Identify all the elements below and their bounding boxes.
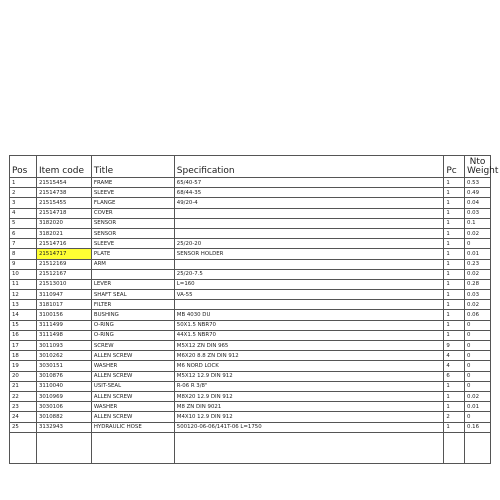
table-row	[10, 351, 491, 361]
cell-weight: 0.06	[465, 310, 491, 320]
cell-title: O-RING	[91, 320, 174, 330]
cell-pos: 12	[10, 290, 37, 300]
cell-pc: 1	[444, 320, 465, 330]
table-row	[10, 228, 491, 238]
cell-title: FRAME	[91, 178, 174, 188]
cell-weight: 0	[465, 412, 491, 422]
cell-pos: 21	[10, 381, 37, 391]
table-row	[10, 391, 491, 401]
cell-pos: 1	[10, 178, 37, 188]
cell-item-code: 21515454	[36, 178, 91, 188]
cell-title: WASHER	[91, 361, 174, 371]
cell-pc: 6	[444, 371, 465, 381]
cell-title: O-RING	[91, 330, 174, 340]
cell-item-code: 21512169	[36, 259, 91, 269]
cell-specification: M5X12 12.9 DIN 912	[174, 371, 444, 381]
table-row	[10, 330, 491, 340]
table-row	[10, 188, 491, 198]
cell-title: SENSOR	[91, 218, 174, 228]
cell-pos: 19	[10, 361, 37, 371]
cell-title: FILTER	[91, 300, 174, 310]
cell-title: ALLEN SCREW	[91, 351, 174, 361]
cell-title: SHAFT SEAL	[91, 290, 174, 300]
table-row	[10, 239, 491, 249]
cell-pc: 1	[444, 208, 465, 218]
cell-item-code: 3030151	[36, 361, 91, 371]
cell-weight: 0.02	[465, 391, 491, 401]
cell-item-code: 3111499	[36, 320, 91, 330]
cell-title: SLEEVE	[91, 239, 174, 249]
cell-pc: 1	[444, 178, 465, 188]
header-specification: Specification	[174, 156, 444, 178]
cell-weight: 0	[465, 351, 491, 361]
cell-weight: 0.01	[465, 249, 491, 259]
cell-weight: 0.03	[465, 290, 491, 300]
cell-specification: M6X20 8.8 ZN DIN 912	[174, 351, 444, 361]
cell-specification: 68/44-35	[174, 188, 444, 198]
cell-weight: 0.28	[465, 279, 491, 289]
cell-pc: 1	[444, 391, 465, 401]
cell-item-code: 3100156	[36, 310, 91, 320]
cell-specification: R-06 R 3/8"	[174, 381, 444, 391]
cell-title: HYDRAULIC HOSE	[91, 422, 174, 432]
cell-item-code: 3111498	[36, 330, 91, 340]
cell-pc: 1	[444, 188, 465, 198]
cell-specification: 25/20-7.5	[174, 269, 444, 279]
cell-specification: 44X1.5 NBR70	[174, 330, 444, 340]
empty-cell	[465, 432, 491, 463]
cell-pos: 18	[10, 351, 37, 361]
table-row	[10, 371, 491, 381]
cell-pos: 2	[10, 188, 37, 198]
cell-weight: 0.02	[465, 269, 491, 279]
header-item-code: Item code	[36, 156, 91, 178]
cell-pc: 1	[444, 290, 465, 300]
table-row	[10, 249, 491, 259]
cell-item-code: 3030106	[36, 402, 91, 412]
cell-pos: 9	[10, 259, 37, 269]
cell-item-code: 3110947	[36, 290, 91, 300]
table-body	[10, 178, 491, 464]
cell-title: PLATE	[91, 249, 174, 259]
cell-specification: M5X12 ZN DIN 965	[174, 341, 444, 351]
cell-pos: 5	[10, 218, 37, 228]
table-row	[10, 208, 491, 218]
cell-pc: 1	[444, 330, 465, 340]
empty-cell	[444, 432, 465, 463]
cell-item-code: 3182020	[36, 218, 91, 228]
cell-specification: M4X10 12.9 DIN 912	[174, 412, 444, 422]
cell-weight: 0	[465, 371, 491, 381]
cell-item-code: 21514717	[36, 249, 91, 259]
cell-item-code: 3010876	[36, 371, 91, 381]
cell-item-code: 3132943	[36, 422, 91, 432]
cell-specification: M8 ZN DIN 9021	[174, 402, 444, 412]
cell-pos: 17	[10, 341, 37, 351]
cell-pc: 1	[444, 259, 465, 269]
table-row	[10, 259, 491, 269]
cell-specification	[174, 228, 444, 238]
cell-item-code: 21515455	[36, 198, 91, 208]
cell-title: ARM	[91, 259, 174, 269]
empty-row	[10, 432, 491, 463]
cell-item-code: 21512167	[36, 269, 91, 279]
cell-item-code: 3182021	[36, 228, 91, 238]
empty-cell	[36, 432, 91, 463]
header-pos: Pos	[10, 156, 37, 178]
cell-item-code: 21514716	[36, 239, 91, 249]
table-row	[10, 279, 491, 289]
cell-weight: 0.03	[465, 208, 491, 218]
cell-pos: 6	[10, 228, 37, 238]
cell-weight: 0	[465, 361, 491, 371]
cell-weight: 0	[465, 341, 491, 351]
cell-specification: M6 NORD LOCK	[174, 361, 444, 371]
cell-pc: 4	[444, 361, 465, 371]
cell-pos: 25	[10, 422, 37, 432]
cell-item-code: 3010262	[36, 351, 91, 361]
cell-pos: 15	[10, 320, 37, 330]
cell-specification: 50X1.5 NBR70	[174, 320, 444, 330]
cell-title: SLEEVE	[91, 188, 174, 198]
cell-item-code: 3110040	[36, 381, 91, 391]
cell-specification: SENSOR HOLDER	[174, 249, 444, 259]
table-row	[10, 402, 491, 412]
cell-pc: 1	[444, 381, 465, 391]
cell-specification	[174, 259, 444, 269]
cell-weight: 0	[465, 320, 491, 330]
cell-pc: 4	[444, 351, 465, 361]
cell-title: ALLEN SCREW	[91, 371, 174, 381]
cell-title: SCREW	[91, 341, 174, 351]
cell-specification	[174, 218, 444, 228]
empty-cell	[174, 432, 444, 463]
table-row	[10, 300, 491, 310]
cell-weight: 0.16	[465, 422, 491, 432]
cell-pc: 1	[444, 300, 465, 310]
cell-item-code: 3181017	[36, 300, 91, 310]
cell-specification: 500120-06-06/141T-06 L=1750	[174, 422, 444, 432]
cell-title: USIT-SEAL	[91, 381, 174, 391]
header-pc: Pc	[444, 156, 465, 178]
cell-weight: 0	[465, 381, 491, 391]
cell-item-code: 3010969	[36, 391, 91, 401]
cell-title: ALLEN SCREW	[91, 391, 174, 401]
cell-specification: 25/20-20	[174, 239, 444, 249]
cell-title: LEVER	[91, 279, 174, 289]
cell-weight: 0.02	[465, 228, 491, 238]
table-row	[10, 269, 491, 279]
cell-title	[91, 269, 174, 279]
cell-item-code: 21514738	[36, 188, 91, 198]
cell-pc: 1	[444, 279, 465, 289]
cell-title: SENSOR	[91, 228, 174, 238]
table-row	[10, 310, 491, 320]
cell-pc: 1	[444, 402, 465, 412]
cell-pc: 2	[444, 412, 465, 422]
cell-item-code: 3011093	[36, 341, 91, 351]
table-row	[10, 320, 491, 330]
cell-pos: 23	[10, 402, 37, 412]
table-row	[10, 361, 491, 371]
table-row	[10, 178, 491, 188]
cell-pos: 3	[10, 198, 37, 208]
cell-specification: VA-55	[174, 290, 444, 300]
cell-pc: 1	[444, 228, 465, 238]
cell-specification: M8X20 12.9 DIN 912	[174, 391, 444, 401]
cell-pos: 10	[10, 269, 37, 279]
cell-pc: 1	[444, 198, 465, 208]
cell-title: ALLEN SCREW	[91, 412, 174, 422]
cell-specification: 65/40-57	[174, 178, 444, 188]
cell-pc: 1	[444, 218, 465, 228]
empty-cell	[10, 432, 37, 463]
table-header-row	[10, 156, 491, 178]
cell-pc: 9	[444, 341, 465, 351]
cell-item-code: 3010882	[36, 412, 91, 422]
cell-pos: 11	[10, 279, 37, 289]
table-row	[10, 381, 491, 391]
cell-pos: 24	[10, 412, 37, 422]
cell-weight: 0.53	[465, 178, 491, 188]
header-weight: Nto Weight	[465, 156, 491, 178]
cell-pc: 1	[444, 239, 465, 249]
table-row	[10, 290, 491, 300]
cell-title: WASHER	[91, 402, 174, 412]
cell-title: COVER	[91, 208, 174, 218]
header-title: Title	[91, 156, 174, 178]
cell-pos: 13	[10, 300, 37, 310]
cell-specification: MB 4030 DU	[174, 310, 444, 320]
cell-pc: 1	[444, 249, 465, 259]
empty-cell	[91, 432, 174, 463]
cell-specification	[174, 208, 444, 218]
cell-pos: 20	[10, 371, 37, 381]
cell-weight: 0	[465, 330, 491, 340]
cell-specification	[174, 300, 444, 310]
cell-weight: 0.23	[465, 259, 491, 269]
cell-pc: 1	[444, 310, 465, 320]
cell-weight: 0.1	[465, 218, 491, 228]
cell-pos: 8	[10, 249, 37, 259]
table-row	[10, 422, 491, 432]
cell-weight: 0.04	[465, 198, 491, 208]
cell-weight: 0.49	[465, 188, 491, 198]
parts-table	[9, 155, 499, 464]
cell-item-code: 21513010	[36, 279, 91, 289]
cell-title: FLANGE	[91, 198, 174, 208]
cell-specification: 49/20-4	[174, 198, 444, 208]
cell-pc: 1	[444, 422, 465, 432]
cell-item-code: 21514718	[36, 208, 91, 218]
cell-weight: 0.01	[465, 402, 491, 412]
cell-specification: L=160	[174, 279, 444, 289]
cell-pos: 14	[10, 310, 37, 320]
cell-pos: 22	[10, 391, 37, 401]
table-row	[10, 412, 491, 422]
cell-pc: 1	[444, 269, 465, 279]
cell-title: BUSHING	[91, 310, 174, 320]
cell-weight: 0.02	[465, 300, 491, 310]
cell-pos: 16	[10, 330, 37, 340]
cell-pos: 4	[10, 208, 37, 218]
table-row	[10, 198, 491, 208]
table-row	[10, 341, 491, 351]
table-row	[10, 218, 491, 228]
cell-weight: 0	[465, 239, 491, 249]
cell-pos: 7	[10, 239, 37, 249]
